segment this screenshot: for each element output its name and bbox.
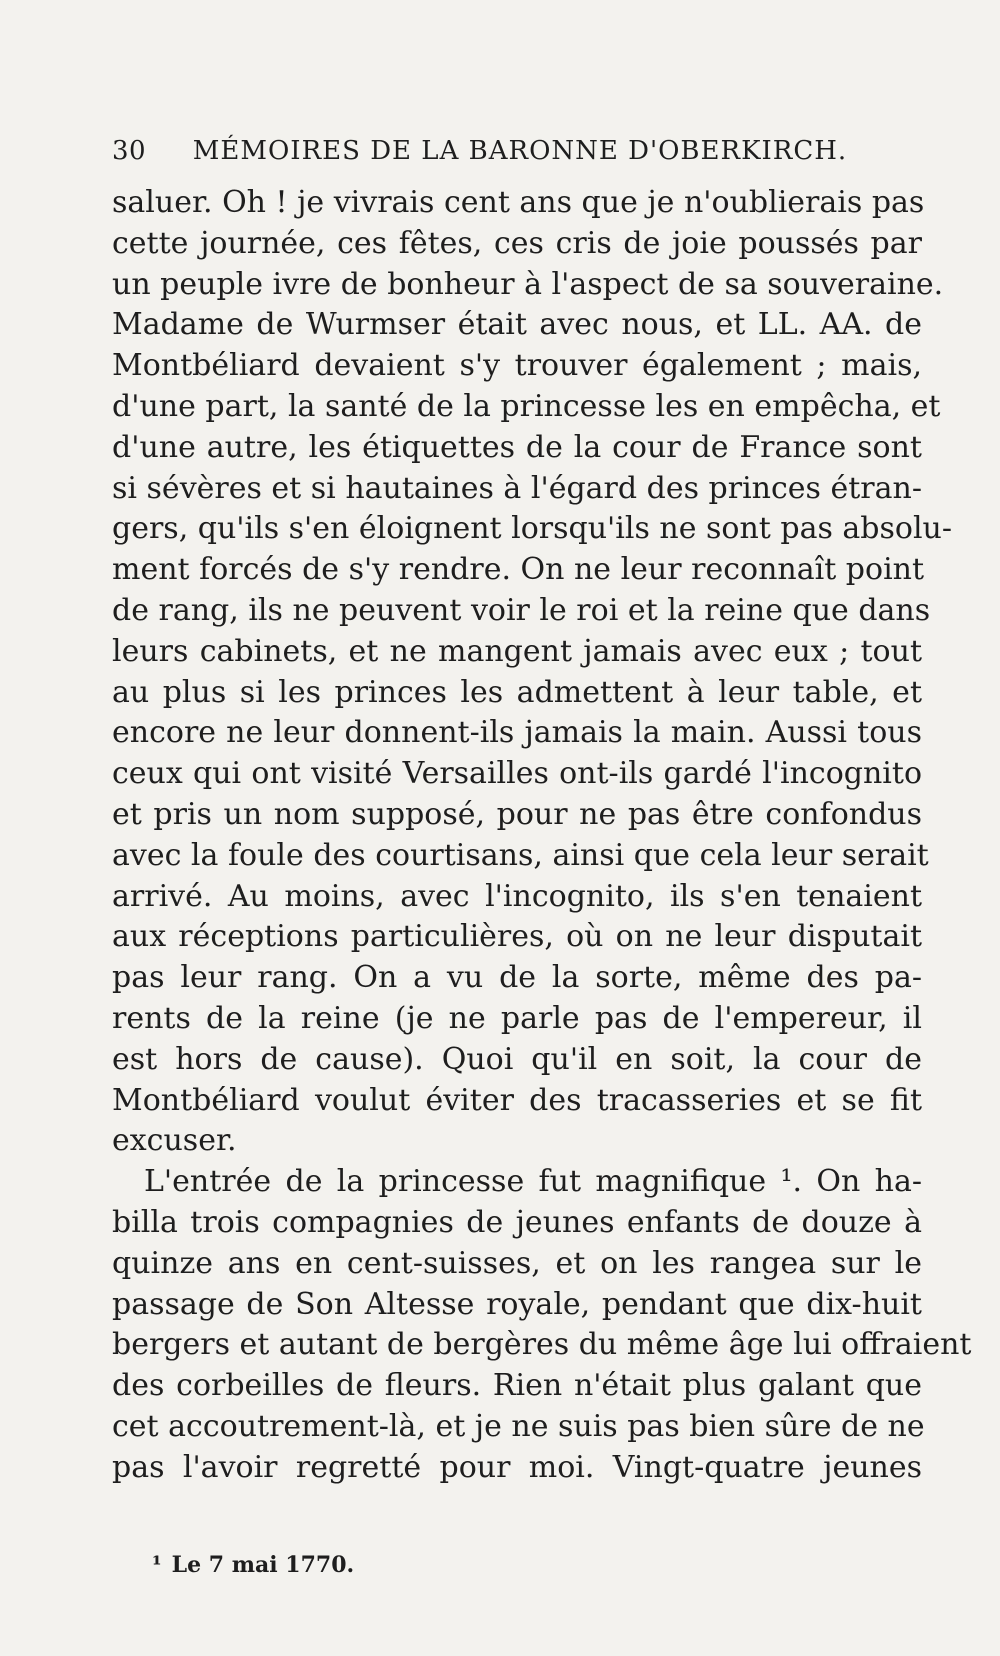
text-line: si sévères et si hautaines à l'égard des princes étran- <box>112 470 922 506</box>
footnote <box>152 1552 354 1578</box>
text-line: bergers et autant de bergères du même âge lui offraient <box>112 1327 972 1363</box>
text-line: billa trois compagnies de jeunes enfants de douze à <box>112 1204 922 1240</box>
text-line: un peuple ivre de bonheur à l'aspect de sa souveraine. <box>112 266 944 302</box>
text-line: passage de Son Altesse royale, pendant que dix-huit <box>112 1286 922 1322</box>
text-line: d'une autre, les étiquettes de la cour de France sont <box>112 429 922 465</box>
text-line: pas leur rang. On a vu de la sorte, même des pa- <box>112 960 922 996</box>
text-line: cette journée, ces fêtes, ces cris de joie poussés par <box>112 225 922 261</box>
text-line: de rang, ils ne peuvent voir le roi et la reine que dans <box>112 592 931 628</box>
text-line: pas l'avoir regretté pour moi. Vingt-quatre jeunes <box>112 1449 922 1485</box>
text-line: au plus si les princes les admettent à leur table, et <box>112 674 922 710</box>
text-line: leurs cabinets, et ne mangent jamais avec eux ; tout <box>112 633 922 669</box>
text-line: L'entrée de la princesse fut magnifique ¹. On ha- <box>144 1164 922 1200</box>
page-number: 30 <box>112 136 147 166</box>
text-line: arrivé. Au moins, avec l'incognito, ils s'en tenaient <box>112 878 922 914</box>
text-line: aux réceptions particulières, où on ne leur disputait <box>112 919 922 955</box>
body-text <box>112 183 972 1489</box>
text-line: Montbéliard voulut éviter des tracasseries et se fit <box>112 1082 922 1118</box>
text-line: d'une part, la santé de la princesse les en empêcha, et <box>112 388 941 424</box>
text-line: Montbéliard devaient s'y trouver également ; mais, <box>112 348 922 384</box>
footnote-mark: ¹ <box>152 1552 162 1578</box>
text-line: des corbeilles de fleurs. Rien n'était plus galant que <box>112 1368 922 1404</box>
text-line: ment forcés de s'y rendre. On ne leur reconnaît point <box>112 552 925 588</box>
page-header <box>112 136 902 166</box>
text-line: cet accoutrement-là, et je ne suis pas bien sûre de ne <box>112 1408 925 1444</box>
text-line: avec la foule des courtisans, ainsi que cela leur serait <box>112 837 929 873</box>
text-line: saluer. Oh ! je vivrais cent ans que je n'oublierais pas <box>112 185 925 220</box>
running-title: MÉMOIRES DE LA BARONNE D'OBERKIRCH. <box>192 136 848 166</box>
text-line: et pris un nom supposé, pour ne pas être confondus <box>112 796 922 832</box>
text-line: rents de la reine (je ne parle pas de l'empereur, il <box>112 1000 922 1036</box>
text-line: excuser. <box>112 1123 237 1159</box>
text-line: ceux qui ont visité Versailles ont-ils gardé l'incognito <box>112 756 922 792</box>
text-line: encore ne leur donnent-ils jamais la main. Aussi tous <box>112 715 922 751</box>
text-line: gers, qu'ils s'en éloignent lorsqu'ils ne sont pas absolu- <box>112 511 952 547</box>
text-line: Madame de Wurmser était avec nous, et LL. AA. de <box>112 307 922 343</box>
text-line: est hors de cause). Quoi qu'il en soit, la cour de <box>112 1041 922 1077</box>
text-line: quinze ans en cent-suisses, et on les rangea sur le <box>112 1245 922 1281</box>
footnote-text: Le 7 mai 1770. <box>171 1552 355 1578</box>
